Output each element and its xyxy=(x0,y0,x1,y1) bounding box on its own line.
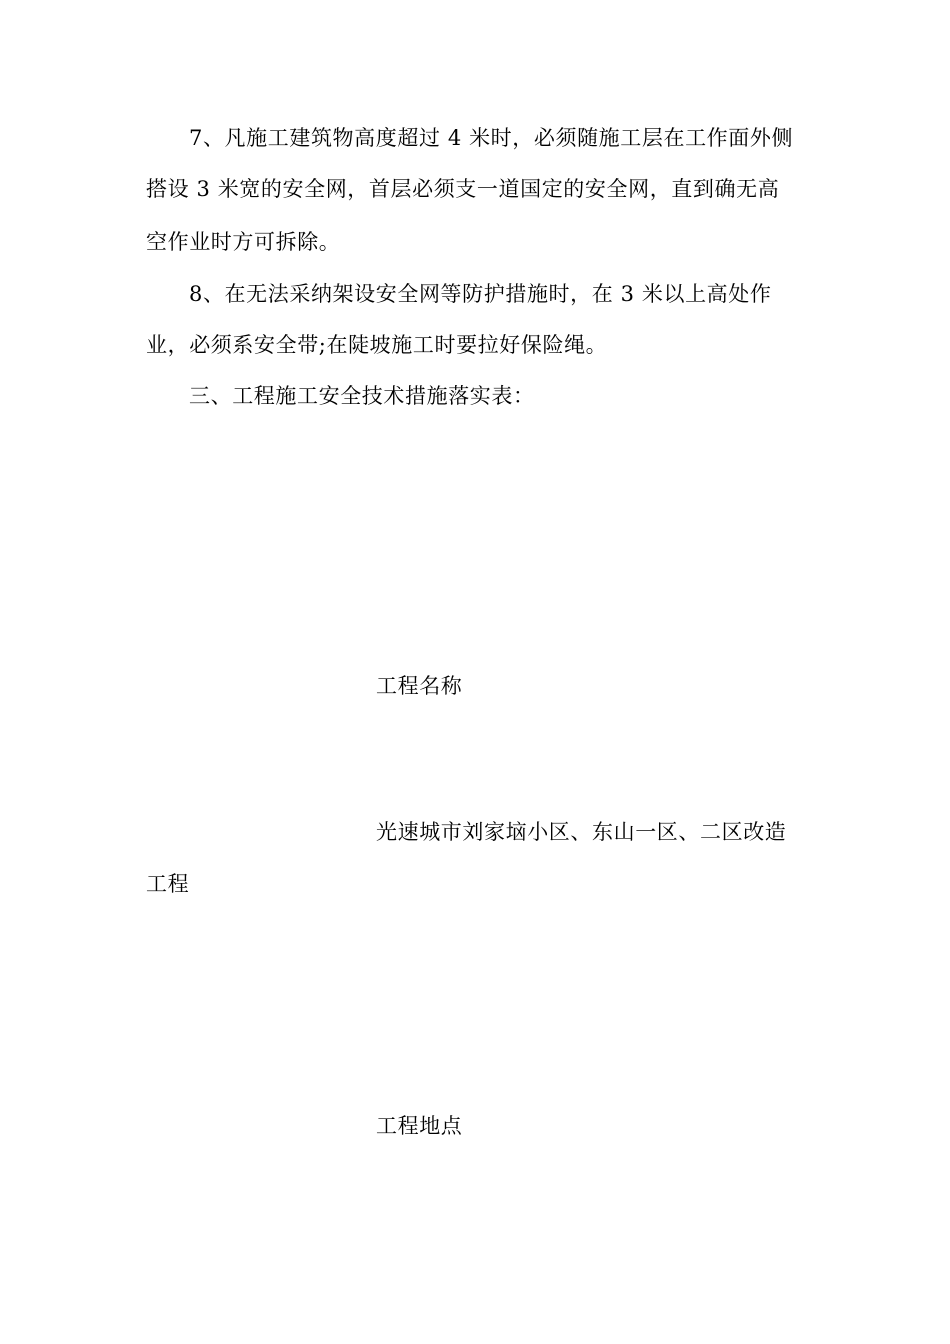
project-name-label: 工程名称 xyxy=(376,674,463,698)
paragraph-item-8-line-1: 8、在无法采纳架设安全网等防护措施时，在 3 米以上高处作 xyxy=(189,282,772,306)
project-location-label: 工程地点 xyxy=(376,1114,463,1138)
paragraph-item-7-line-2: 搭设 3 米宽的安全网，首层必须支一道国定的安全网，直到确无高 xyxy=(146,177,780,201)
paragraph-item-7-line-1: 7、凡施工建筑物高度超过 4 米时，必须随施工层在工作面外侧 xyxy=(189,126,794,150)
project-name-value-line-1: 光速城市刘家垴小区、东山一区、二区改造 xyxy=(376,820,787,844)
project-name-value-line-2: 工程 xyxy=(146,872,190,896)
paragraph-item-7-line-3: 空作业时方可拆除。 xyxy=(146,230,341,254)
section-3-heading: 三、工程施工安全技术措施落实表： xyxy=(189,384,535,408)
paragraph-item-8-line-2: 业，必须系安全带;在陡坡施工时要拉好保险绳。 xyxy=(146,333,608,357)
